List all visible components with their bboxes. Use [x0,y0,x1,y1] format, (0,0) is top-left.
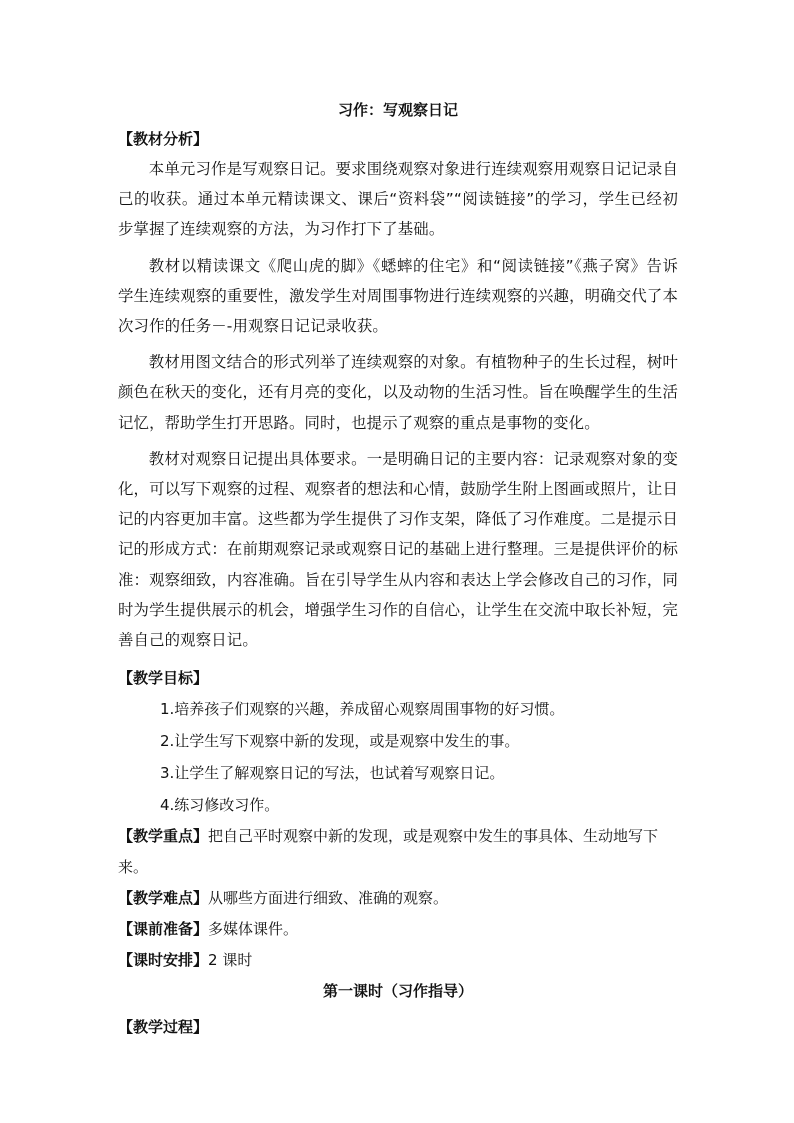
goal-item: 4.练习修改习作。 [160,796,280,815]
difficulty-label: 【教学难点】 [118,889,209,908]
goal-item: 3.让学生了解观察日记的写法，也试着写观察日记。 [160,764,505,783]
goal-item: 1.培养孩子们观察的兴趣，养成留心观察周围事物的好习惯。 [160,700,565,719]
key-point-row [118,821,678,883]
analysis-paragraph: 教材以精读课文《爬山虎的脚》《蟋蟀的住宅》和“阅读链接”《燕子窝》告诉学生连续观察的重要性，激发学生对周围事物进行连续观察的兴趣，明确交代了本次习作的任务－-用观察日记记录收获。 [118,256,678,336]
difficulty-row [118,883,678,914]
analysis-paragraph: 教材用图文结合的形式列举了连续观察的对象。有植物种子的生长过程，树叶颜色在秋天的变化，还有月亮的变化，以及动物的生活习性。旨在唤醒学生的生活记忆，帮助学生打开思路。同时，也提示了观察的重点是事物的变化。 [118,353,678,432]
process-heading: 【教学过程】 [118,1018,209,1037]
schedule-label: 【课时安排】 [118,951,209,970]
document-title: 习作：写观察日记 [337,101,458,119]
analysis-paragraph: 本单元习作是写观察日记。要求围绕观察对象进行连续观察用观察日记记录自己的收获。通过本单元精读课文、课后“资料袋”“阅读链接”的学习，学生已经初步掌握了连续观察的方法，为习作打下了基础。 [118,160,678,239]
preparation-row [118,914,678,945]
key-point-text: 把自己平时观察中新的发现，或是观察中发生的事具体、生动地写下来。 [118,827,659,877]
goals-heading: 【教学目标】 [118,669,209,688]
analysis-paragraph: 教材对观察日记提出具体要求。一是明确日记的主要内容：记录观察对象的变化，可以写下观察的过程、观察者的想法和心情，鼓励学生附上图画或照片，让日记的内容更加丰富。这些都为学生提供了习作支架，降低了习作难度。二是提示日记的形成方式：在前期观察记录或观察日记的基础上进行整理。三是提供评价的标准：观察细致，内容准确。旨在引导学生从内容和表达上学会修改自己的习作，同时为学生提供展示的机会，增强学生习作的自信心，让学生在交流中取长补短，完善自己的观察日记。 [118,449,678,650]
preparation-text: 多媒体课件。 [208,920,299,939]
analysis-heading: 【教材分析】 [118,130,209,148]
goal-item: 2.让学生写下观察中新的发现，或是观察中发生的事。 [160,732,520,751]
schedule-row [118,945,678,976]
document-page [118,96,678,1042]
difficulty-text: 从哪些方面进行细致、准确的观察。 [208,889,449,908]
schedule-text: 2 课时 [208,951,253,970]
key-point-label: 【教学重点】 [118,827,209,846]
preparation-label: 【课前准备】 [118,920,209,939]
lesson-title: 第一课时（习作指导） [322,982,473,1001]
